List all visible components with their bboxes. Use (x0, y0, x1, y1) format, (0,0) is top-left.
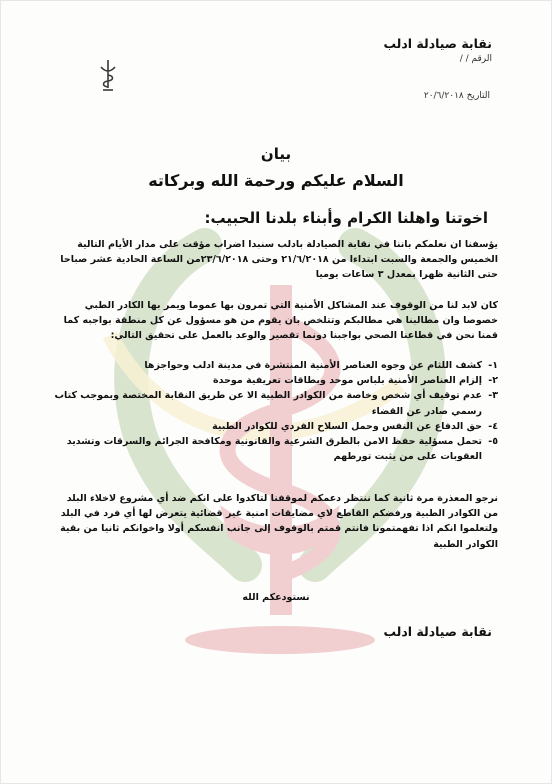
paragraph-security-issues: كان لابد لنا من الوقوف عند المشاكل الأمنية التي تمرون بها عموما ويمر بها الكادر الطبي خصوصا وان مطالبنا هي مطالبكم وتتلخص بان يقوم من هو مسؤول عن كل منطقة بواجبه كما قمنا نحن في قطاعنا الصحي بواجبنا دونما تقصير والوعد بالعمل على تحقيق التالي: (63, 300, 498, 342)
bowl-of-hygieia-icon (96, 58, 120, 92)
greeting: السلام عليكم ورحمة الله وبركاته (148, 171, 404, 190)
list-item-text: تحمل مسؤلية حفظ الامن بالطرق الشرعية والقانونية ومكافحة الجرائم والسرقات وتشديد العقوبات على من يثبت تورطهم (66, 436, 482, 463)
list-item-text: إلزام العناصر الأمنية بلباس موحد وبطاقات تعريفية موحدة (212, 375, 482, 387)
list-item (50, 358, 498, 373)
list-item-number: ٢- (488, 375, 498, 387)
list-item-number: ٥- (488, 436, 498, 448)
header-reference: الرقم / / (459, 54, 492, 64)
list-item-text: عدم توقيف أي شخص وخاصة من الكوادر الطبية الا عن طريق النقابة المختصة وبموجب كتاب رسمي صادر عن القضاء (54, 390, 482, 417)
demands-list (50, 358, 498, 464)
list-item-number: ٣- (488, 390, 498, 402)
list-item (50, 419, 498, 434)
paragraph-appeal: نرجو المعذرة مرة ثانية كما ننتظر دعمكم لموقفنا لتاكدوا على انكم ضد أي مشروع لاخلاء البلد من الكوادر الطبية ورفضكم القاطع لاي مضايقات امنية غير قضائية يتعرض لها أي فرد في البلد ولتعلموا انكم اذا تفهمتمونا فانتم قمتم بالوقوف إلى جانب انفسكم أولا واخوانكم ثانيا من بقية الكوادر الطبية (60, 493, 498, 550)
list-item-text: حق الدفاع عن النفس وحمل السلاح الفردي للكوادر الطبية (212, 420, 482, 432)
list-item-text: كشف اللثام عن وجوه العناصر الأمنية المنتشرة في مدينة ادلب وحواجزها (144, 360, 482, 371)
list-item (50, 373, 498, 388)
header-date: التاريخ ٢٠/٦/٢٠١٨ (423, 91, 490, 101)
paragraph-strike-announcement: يؤسفنا ان نعلمكم باننا في نقابة الصيادلة بادلب سنبدا اضراب مؤقت على مدار الأيام التالية الخميس والجمعة والسبت ابتداءا من ٢١/٦/٢٠١٨ وحتى ٢٣/٦/٢٠١٨من الساعة الحادية عشر صباحا حتى الثانية ظهرا بمعدل ٣ ساعات يوميا (60, 239, 498, 281)
list-item (50, 434, 498, 464)
address-line: اخوتنا واهلنا الكرام وأبناء بلدنا الحبيب: (204, 209, 488, 227)
closing-line: نستودعكم الله (242, 592, 310, 603)
signature: نقابة صيادلة ادلب (383, 624, 492, 639)
list-item-number: ٤- (488, 420, 498, 432)
header-org-name: نقابة صيادلة ادلب (383, 36, 492, 51)
list-item (50, 388, 498, 418)
list-item-number: ١- (488, 360, 498, 371)
document-title: بيان (260, 145, 292, 163)
